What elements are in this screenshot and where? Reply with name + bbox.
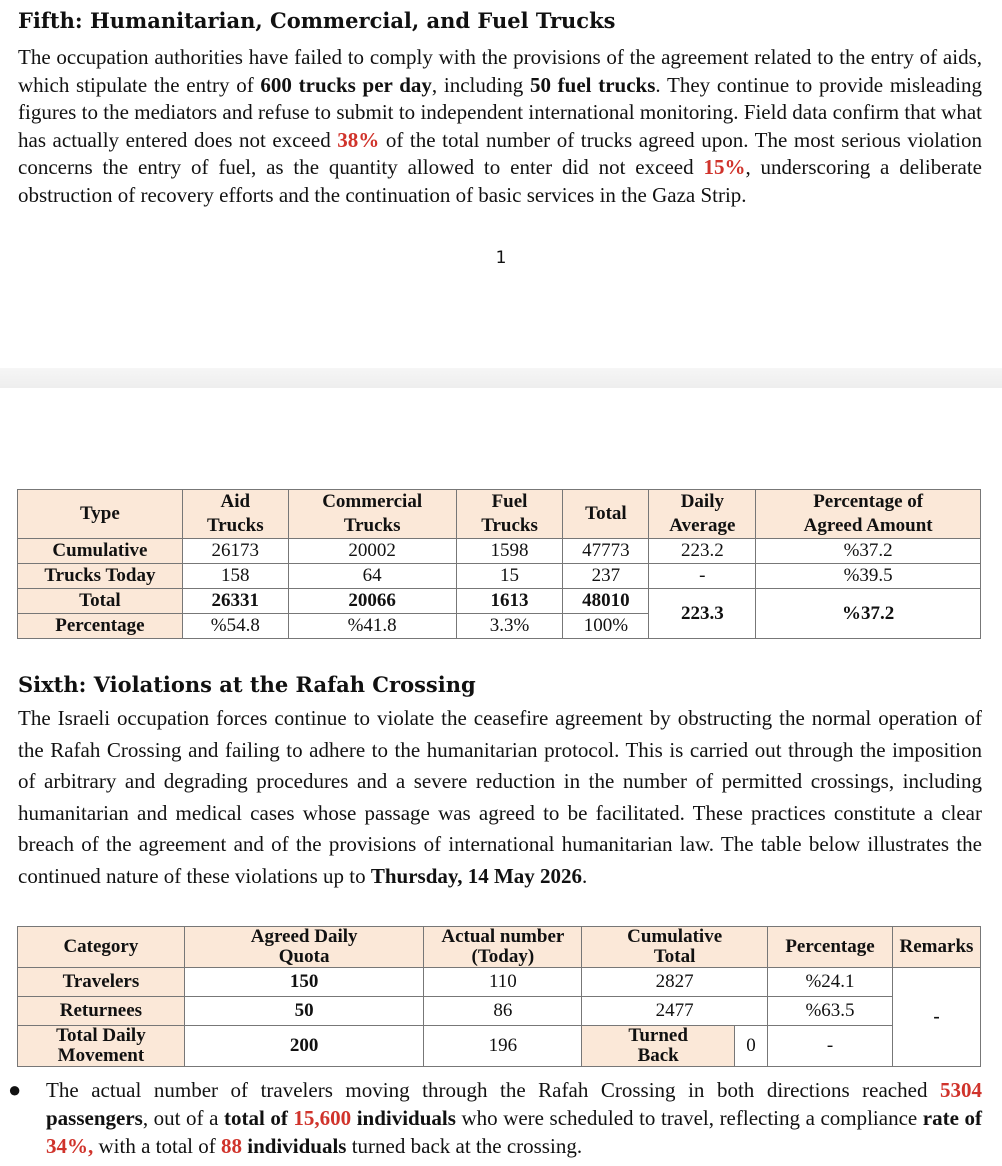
cell-cumulative: 2477: [582, 997, 768, 1026]
header-daily-average: Daily Average: [649, 490, 756, 539]
cell-daily-average: -: [649, 564, 756, 589]
section-6-title: Sixth: Violations at the Rafah Crossing: [18, 672, 476, 697]
cell-total: 48010: [563, 589, 649, 614]
header-commercial-trucks: Commercial Trucks: [288, 490, 456, 539]
summary-text: The actual number of travelers moving through the Rafah Crossing in both directions reached 5304 passengers, out of a total of 15,600 individuals who were scheduled to travel, reflecting a compliance rate of 34%, with a total of 88 individuals turned back at the crossing.: [46, 1078, 982, 1158]
cell-daily-average-total: 223.3: [649, 589, 756, 639]
table-row: [18, 564, 981, 589]
trucks-per-day: 600 trucks per day: [260, 72, 432, 97]
cell-commercial: %41.8: [288, 614, 456, 639]
cell-daily-average: 223.2: [649, 539, 756, 564]
row-label: Travelers: [18, 968, 185, 997]
cell-total: 47773: [563, 539, 649, 564]
fuel-trucks-quota: 50 fuel trucks: [529, 72, 656, 97]
cell-percentage: -: [768, 1026, 893, 1067]
page-break: [0, 368, 1002, 388]
table-header-row: [18, 927, 981, 968]
report-date: Thursday, 14 May 2026: [370, 863, 583, 888]
header-percentage: Percentage: [768, 927, 893, 968]
header-cumulative-total: Cumulative Total: [582, 927, 768, 968]
cell-percentage: %63.5: [768, 997, 893, 1026]
cell-fuel: 1613: [456, 589, 563, 614]
header-percentage-agreed: Percentage of Agreed Amount: [756, 490, 981, 539]
cell-total: 100%: [563, 614, 649, 639]
pct-fuel: 15%: [703, 155, 746, 179]
cell-commercial: 64: [288, 564, 456, 589]
cell-percentage: %39.5: [756, 564, 981, 589]
row-label: Total: [18, 589, 183, 614]
header-agreed-quota: Agreed Daily Quota: [184, 927, 424, 968]
table-row: [18, 1026, 981, 1067]
cell-commercial: 20002: [288, 539, 456, 564]
row-label: Total Daily Movement: [18, 1026, 185, 1067]
table-row: [18, 539, 981, 564]
trucks-table: [17, 489, 981, 639]
cell-commercial: 20066: [288, 589, 456, 614]
row-label: Trucks Today: [18, 564, 183, 589]
cell-quota: 50: [184, 997, 424, 1026]
header-aid-trucks: Aid Trucks: [182, 490, 288, 539]
row-label: Percentage: [18, 614, 183, 639]
section-6-paragraph: The Israeli occupation forces continue to violate the ceasefire agreement by obstructing the normal operation of the Rafah Crossing and failing to adhere to the humanitarian protocol. This is carried out through the imposition of arbitrary and degrading procedures and a severe reduction in the number of permitted crossings, including humanitarian and medical cases whose passage was agreed to be facilitated. These practices constitute a clear breach of the agreement and of the provisions of international humanitarian law. The table below illustrates the continued nature of these violations up to Thursday, 14 May 2026.: [18, 706, 982, 888]
cell-actual: 86: [424, 997, 582, 1026]
cell-fuel: 3.3%: [456, 614, 563, 639]
table-row: [18, 997, 981, 1026]
cell-percentage: %24.1: [768, 968, 893, 997]
cell-remarks: -: [892, 968, 980, 1067]
cell-fuel: 15: [456, 564, 563, 589]
section-5-paragraph: The occupation authorities have failed to comply with the provisions of the agreement related to the entry of aids, which stipulate the entry of 600 trucks per day, including 50 fuel trucks. They continue to provide misleading figures to the mediators and refuse to submit to independent international monitoring. Field data confirm that what has actually entered does not exceed 38% of the total number of trucks agreed upon. The most serious violation concerns the entry of fuel, as the quantity allowed to enter did not exceed 15%, underscoring a deliberate obstruction of recovery efforts and the continuation of basic services in the Gaza Strip.: [18, 45, 982, 207]
header-actual-number: Actual number (Today): [424, 927, 582, 968]
cell-fuel: 1598: [456, 539, 563, 564]
row-label: Returnees: [18, 997, 185, 1026]
bullet-icon: ●: [8, 1077, 22, 1102]
row-label: Cumulative: [18, 539, 183, 564]
cell-actual: 110: [424, 968, 582, 997]
cell-aid: 26173: [182, 539, 288, 564]
header-category: Category: [18, 927, 185, 968]
cell-percentage-total: %37.2: [756, 589, 981, 639]
header-remarks: Remarks: [892, 927, 980, 968]
cell-aid: %54.8: [182, 614, 288, 639]
cell-aid: 26331: [182, 589, 288, 614]
cell-turned-back-label: Turned Back: [582, 1026, 735, 1067]
cell-total: 237: [563, 564, 649, 589]
cell-quota: 200: [184, 1026, 424, 1067]
rafah-table: [17, 926, 981, 1067]
table-row: [18, 589, 981, 614]
header-total: Total: [563, 490, 649, 539]
cell-actual: 196: [424, 1026, 582, 1067]
cell-percentage: %37.2: [756, 539, 981, 564]
header-type: Type: [18, 490, 183, 539]
section-5-title: Fifth: Humanitarian, Commercial, and Fuel Trucks: [18, 8, 616, 33]
page-number: 1: [495, 248, 507, 268]
header-fuel-trucks: Fuel Trucks: [456, 490, 563, 539]
cell-cumulative: 2827: [582, 968, 768, 997]
cell-quota: 150: [184, 968, 424, 997]
cell-aid: 158: [182, 564, 288, 589]
table-row: [18, 968, 981, 997]
pct-entered: 38%: [337, 127, 380, 152]
cell-turned-back-value: 0: [735, 1026, 768, 1067]
table-header-row: [18, 490, 981, 539]
